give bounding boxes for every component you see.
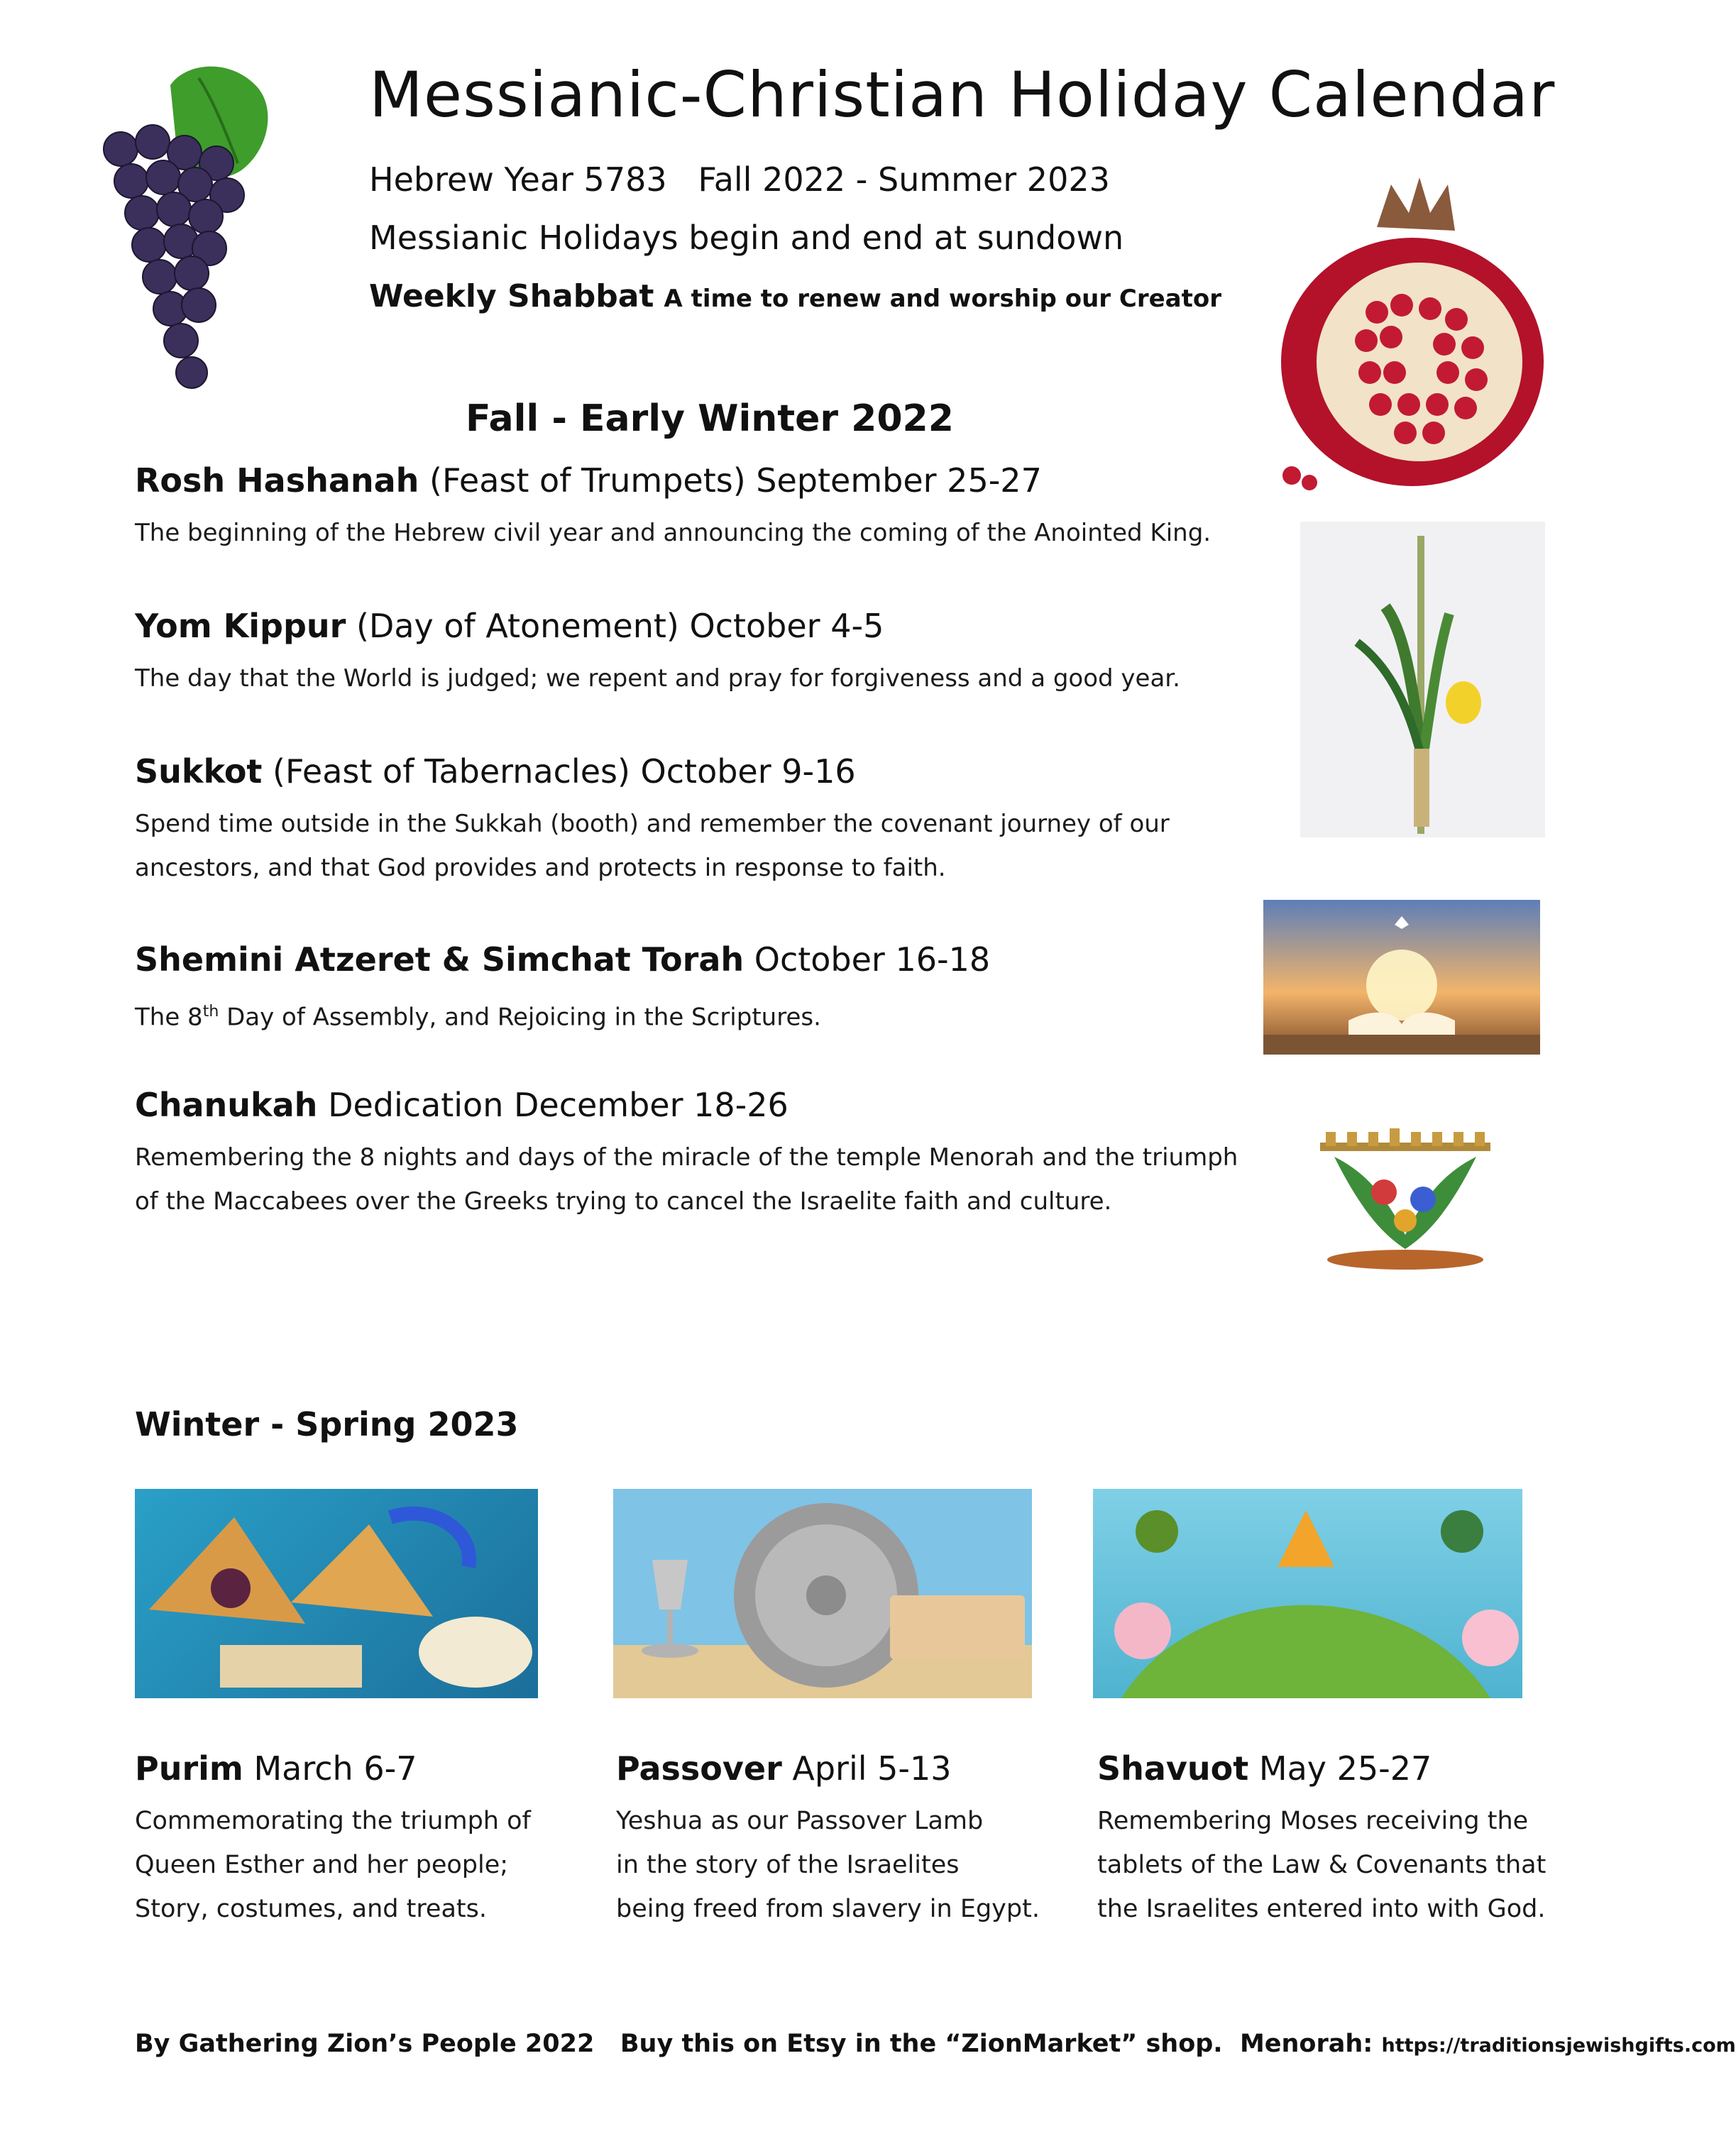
holiday-desc-shemini-atzeret bbox=[135, 990, 821, 1039]
desc-sup: th bbox=[202, 1003, 219, 1021]
holiday-subtitle: October 16-18 bbox=[754, 940, 991, 979]
page-title: Messianic-Christian Holiday Calendar bbox=[369, 58, 1556, 131]
holiday-subtitle: (Feast of Tabernacles) October 9-16 bbox=[273, 752, 856, 791]
holiday-heading-passover bbox=[616, 1749, 952, 1788]
purim-image bbox=[135, 1489, 538, 1698]
holiday-name: Shavuot bbox=[1097, 1749, 1249, 1788]
footer bbox=[135, 2030, 1736, 2058]
pomegranate-image bbox=[1270, 170, 1554, 497]
holiday-name: Chanukah bbox=[135, 1086, 318, 1124]
holiday-name: Passover bbox=[616, 1749, 782, 1788]
holiday-heading-purim bbox=[135, 1749, 417, 1788]
holiday-desc-chanukah-line2: of the Maccabees over the Greeks trying to cancel the Israelite faith and culture. bbox=[135, 1187, 1112, 1216]
holiday-name: Sukkot bbox=[135, 752, 263, 791]
holiday-subtitle: (Feast of Trumpets) September 25-27 bbox=[429, 461, 1042, 500]
holiday-heading-chanukah bbox=[135, 1086, 789, 1124]
holiday-desc-shavuot-line2: tablets of the Law & Covenants that bbox=[1097, 1851, 1547, 1879]
holiday-desc-passover-line2: in the story of the Israelites bbox=[616, 1851, 960, 1879]
lulav-etrog-image bbox=[1300, 522, 1545, 837]
holiday-heading-sukkot bbox=[135, 752, 856, 791]
desc-part: Day of Assembly, and Rejoicing in the Scriptures. bbox=[219, 1003, 821, 1032]
holiday-desc-purim-line3: Story, costumes, and treats. bbox=[135, 1895, 487, 1923]
holiday-subtitle: May 25-27 bbox=[1258, 1749, 1432, 1788]
shabbat-line bbox=[369, 278, 1221, 314]
holiday-heading-yom-kippur bbox=[135, 607, 884, 645]
holiday-desc-purim-line2: Queen Esther and her people; bbox=[135, 1851, 509, 1879]
holiday-heading-rosh-hashanah bbox=[135, 461, 1042, 500]
holiday-subtitle: Dedication December 18-26 bbox=[328, 1086, 789, 1124]
holiday-heading-shemini-atzeret bbox=[135, 940, 990, 979]
holiday-desc-rosh-hashanah: The beginning of the Hebrew civil year and announcing the coming of the Anointed King. bbox=[135, 519, 1212, 547]
holiday-desc-sukkot-line1: Spend time outside in the Sukkah (booth) and remember the covenant journey of our bbox=[135, 810, 1170, 838]
holiday-desc-chanukah-line1: Remembering the 8 nights and days of the miracle of the temple Menorah and the triumph bbox=[135, 1143, 1238, 1172]
holiday-subtitle: (Day of Atonement) October 4-5 bbox=[356, 607, 884, 645]
sundown-line: Messianic Holidays begin and end at sundown bbox=[369, 219, 1124, 257]
holiday-desc-sukkot-line2: ancestors, and that God provides and protects in response to faith. bbox=[135, 854, 946, 882]
shabbat-label: Weekly Shabbat bbox=[369, 278, 654, 314]
holiday-desc-shavuot-line3: the Israelites entered into with God. bbox=[1097, 1895, 1546, 1923]
footer-url[interactable]: https://traditionsjewishgifts.com bbox=[1381, 2035, 1736, 2057]
holiday-desc-passover-line3: being freed from slavery in Egypt. bbox=[616, 1895, 1040, 1923]
holiday-desc-yom-kippur: The day that the World is judged; we repent and pray for forgiveness and a good year. bbox=[135, 664, 1180, 693]
holiday-desc-purim-line1: Commemorating the triumph of bbox=[135, 1807, 531, 1835]
holiday-name: Yom Kippur bbox=[135, 607, 346, 645]
holiday-name: Rosh Hashanah bbox=[135, 461, 419, 500]
fall-section-title: Fall - Early Winter 2022 bbox=[466, 397, 954, 440]
holiday-name: Shemini Atzeret & Simchat Torah bbox=[135, 940, 745, 979]
footer-text: By Gathering Zion’s People 2022 Buy this on Etsy in the “ZionMarket” shop. Menorah: bbox=[135, 2030, 1373, 2058]
year-line: Hebrew Year 5783 Fall 2022 - Summer 2023 bbox=[369, 160, 1110, 199]
holiday-desc-shavuot-line1: Remembering Moses receiving the bbox=[1097, 1807, 1529, 1835]
desc-part: The 8 bbox=[135, 1003, 203, 1032]
holiday-desc-passover-line1: Yeshua as our Passover Lamb bbox=[616, 1807, 984, 1835]
grapes-image bbox=[92, 57, 291, 397]
passover-image bbox=[613, 1489, 1032, 1698]
shavuot-image bbox=[1093, 1489, 1522, 1698]
winter-section-title: Winter - Spring 2023 bbox=[135, 1405, 519, 1443]
book-sunrise-image bbox=[1263, 900, 1540, 1055]
holiday-subtitle: April 5-13 bbox=[792, 1749, 952, 1788]
shabbat-text: A time to renew and worship our Creator bbox=[664, 285, 1221, 313]
holiday-heading-shavuot bbox=[1097, 1749, 1432, 1788]
holiday-name: Purim bbox=[135, 1749, 243, 1788]
menorah-image bbox=[1306, 1128, 1505, 1274]
holiday-subtitle: March 6-7 bbox=[253, 1749, 417, 1788]
